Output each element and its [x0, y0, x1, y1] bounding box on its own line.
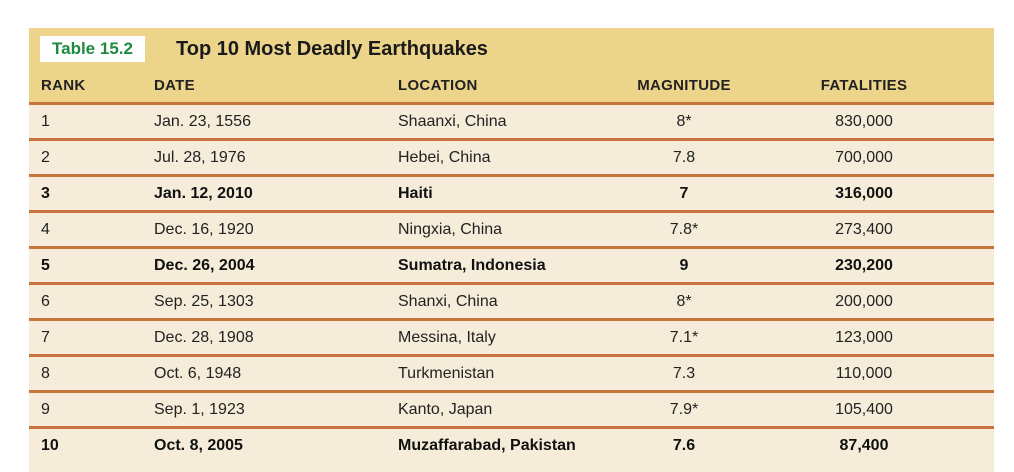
table-title-bar	[29, 28, 994, 68]
table-row	[29, 213, 994, 249]
location-cell: Shaanxi, China	[398, 112, 507, 130]
fatalities-cell: 273,400	[835, 220, 893, 238]
fatalities-cell: 230,200	[835, 256, 893, 274]
rank-cell: 6	[41, 292, 50, 310]
table-row	[29, 429, 994, 462]
magnitude-cell: 7.8	[672, 148, 696, 166]
date-cell: Sep. 25, 1303	[154, 292, 254, 310]
table-number-label: Table 15.2	[40, 36, 145, 62]
date-cell: Dec. 16, 1920	[154, 220, 254, 238]
table-row	[29, 321, 994, 357]
location-cell: Turkmenistan	[398, 364, 495, 382]
table-header-row	[29, 68, 994, 105]
magnitude-cell: 7.3	[672, 364, 696, 382]
date-cell: Jan. 23, 1556	[154, 112, 251, 130]
header-rank: RANK	[41, 76, 86, 94]
magnitude-cell: 9	[679, 256, 689, 274]
location-cell: Kanto, Japan	[398, 400, 493, 418]
date-cell: Jul. 28, 1976	[154, 148, 246, 166]
table-row	[29, 177, 994, 213]
fatalities-cell: 316,000	[835, 184, 893, 202]
table-row	[29, 105, 994, 141]
header-fatalities: FATALITIES	[820, 76, 908, 94]
rank-cell: 10	[41, 436, 59, 454]
magnitude-cell: 8*	[676, 112, 692, 130]
rank-cell: 5	[41, 256, 50, 274]
rank-cell: 3	[41, 184, 50, 202]
table-row	[29, 285, 994, 321]
location-cell: Muzaffarabad, Pakistan	[398, 436, 576, 454]
date-cell: Oct. 8, 2005	[154, 436, 243, 454]
header-magnitude: MAGNITUDE	[637, 76, 731, 94]
rank-cell: 9	[41, 400, 50, 418]
date-cell: Jan. 12, 2010	[154, 184, 253, 202]
location-cell: Messina, Italy	[398, 328, 496, 346]
header-location: LOCATION	[398, 76, 478, 94]
date-cell: Sep. 1, 1923	[154, 400, 245, 418]
table-title: Top 10 Most Deadly Earthquakes	[176, 38, 488, 60]
date-cell: Dec. 26, 2004	[154, 256, 255, 274]
magnitude-cell: 7	[679, 184, 689, 202]
table-body	[29, 105, 994, 462]
magnitude-cell: 7.9*	[669, 400, 699, 418]
magnitude-cell: 7.8*	[669, 220, 699, 238]
fatalities-cell: 110,000	[835, 364, 893, 382]
fatalities-cell: 87,400	[839, 436, 889, 454]
earthquake-table	[29, 28, 994, 472]
table-row	[29, 249, 994, 285]
date-cell: Oct. 6, 1948	[154, 364, 242, 382]
table-row	[29, 357, 994, 393]
magnitude-cell: 8*	[676, 292, 692, 310]
location-cell: Shanxi, China	[398, 292, 498, 310]
location-cell: Sumatra, Indonesia	[398, 256, 546, 274]
location-cell: Hebei, China	[398, 148, 491, 166]
fatalities-cell: 700,000	[835, 148, 893, 166]
table-row	[29, 393, 994, 429]
rank-cell: 8	[41, 364, 50, 382]
location-cell: Haiti	[398, 184, 433, 202]
header-date: DATE	[154, 76, 195, 94]
table-row	[29, 141, 994, 177]
fatalities-cell: 830,000	[835, 112, 893, 130]
magnitude-cell: 7.6	[672, 436, 696, 454]
date-cell: Dec. 28, 1908	[154, 328, 254, 346]
location-cell: Ningxia, China	[398, 220, 503, 238]
fatalities-cell: 105,400	[835, 400, 893, 418]
rank-cell: 2	[41, 148, 50, 166]
rank-cell: 7	[41, 328, 50, 346]
rank-cell: 4	[41, 220, 50, 238]
rank-cell: 1	[41, 112, 50, 130]
magnitude-cell: 7.1*	[669, 328, 699, 346]
fatalities-cell: 123,000	[835, 328, 893, 346]
fatalities-cell: 200,000	[835, 292, 893, 310]
